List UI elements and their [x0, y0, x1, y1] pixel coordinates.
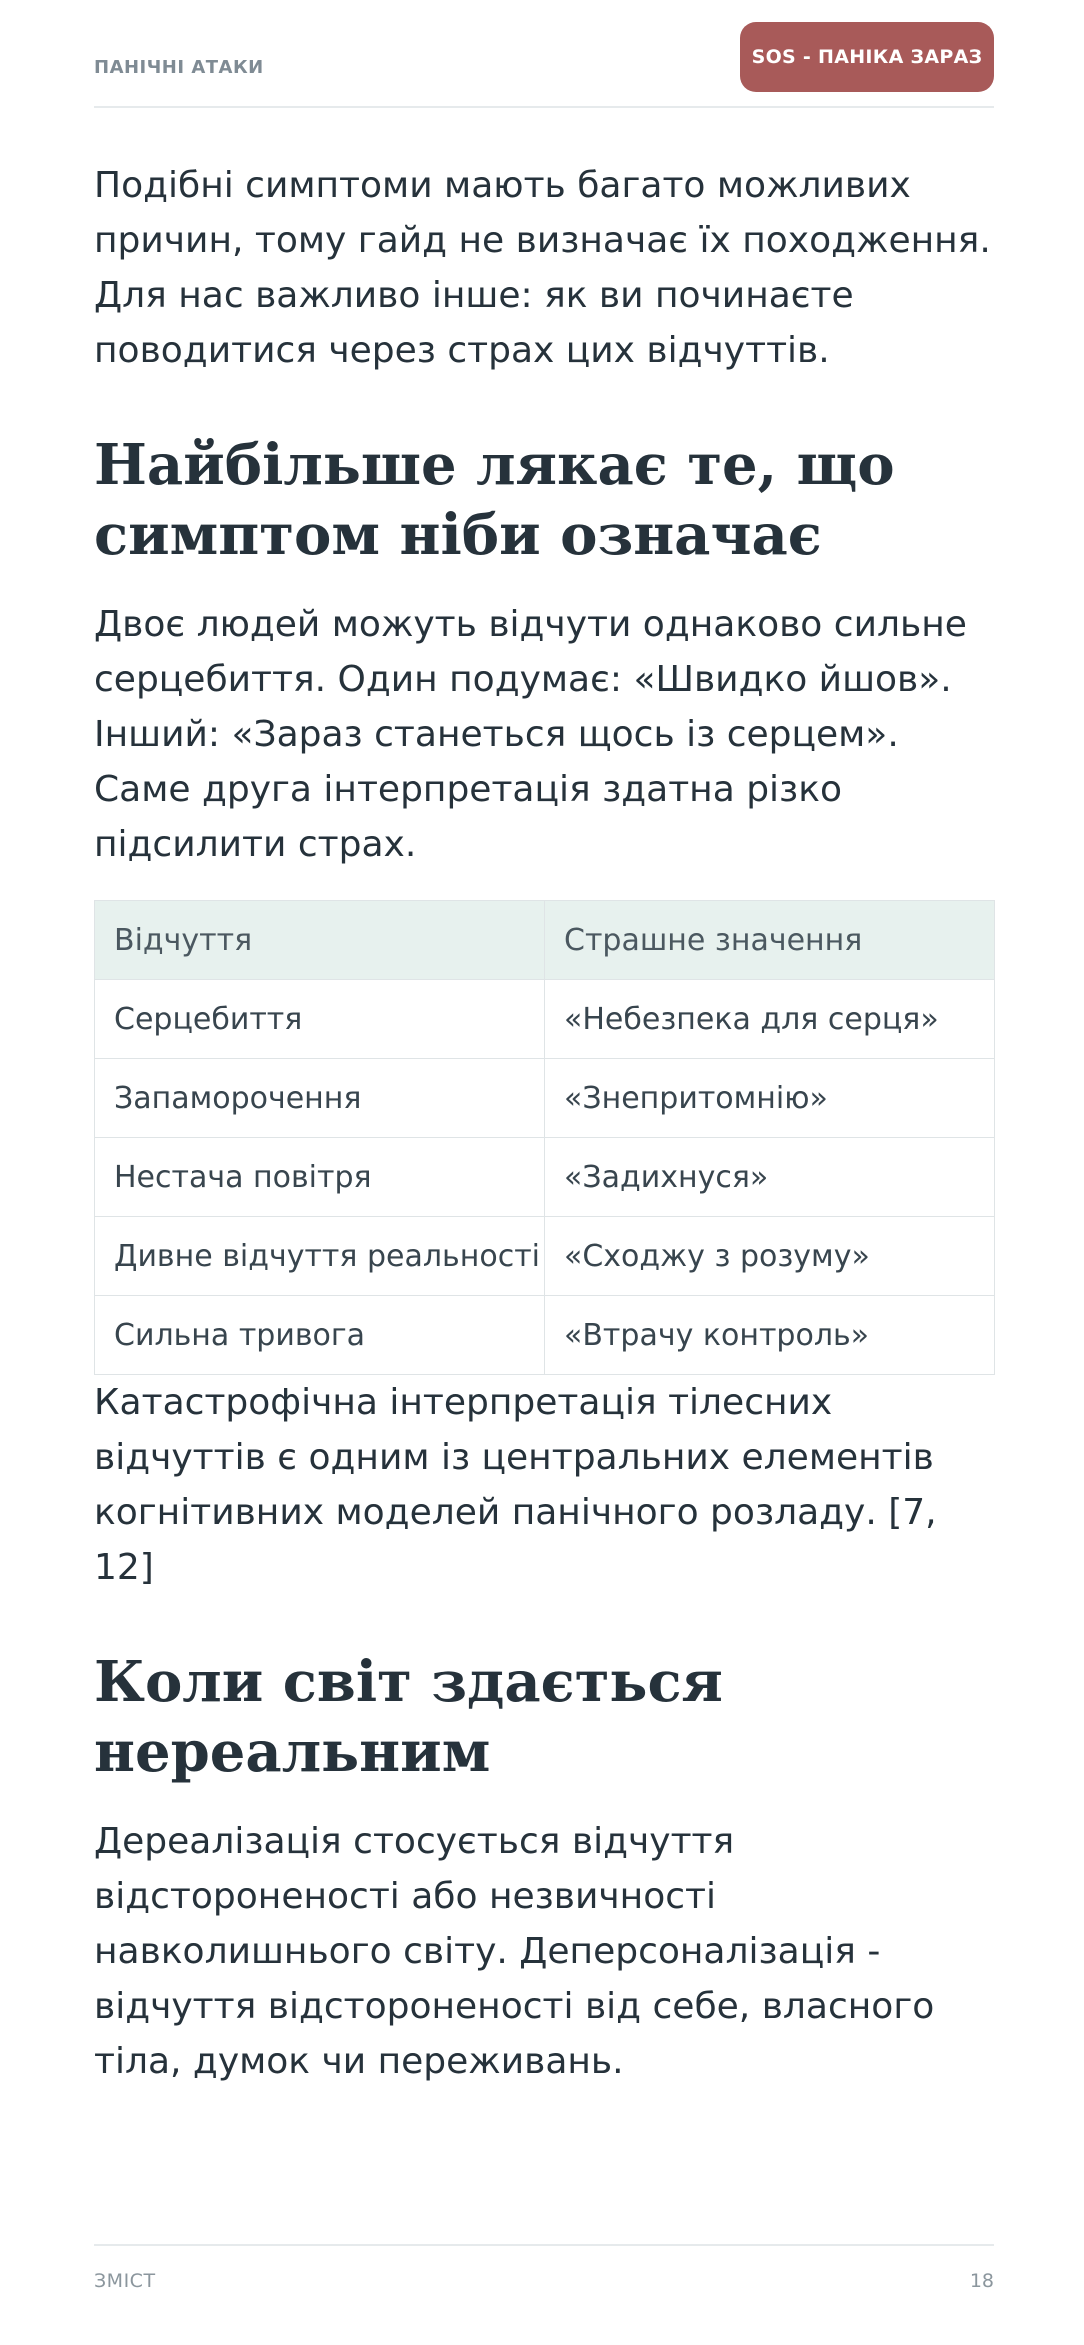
table-cell-meaning: «Знепритомнію»	[545, 1059, 995, 1138]
sos-panic-button[interactable]: SOS - ПАНІКА ЗАРАЗ	[740, 22, 994, 92]
table-cell-sensation: Сильна тривога	[95, 1296, 545, 1375]
table-of-contents-link[interactable]: ЗМІСТ	[94, 2270, 156, 2292]
table-row	[95, 980, 995, 1059]
intro-paragraph: Подібні симптоми мають багато можливих причин, тому гайд не визначає їх походження. Для нас важливо інше: як ви починаєте поводитися через страх цих відчуттів.	[94, 165, 991, 371]
table-header-sensation: Відчуття	[95, 901, 545, 980]
table-cell-meaning: «Небезпека для серця»	[545, 980, 995, 1059]
table-cell-sensation: Нестача повітря	[95, 1138, 545, 1217]
table-cell-meaning: «Сходжу з розуму»	[545, 1217, 995, 1296]
header	[94, 0, 994, 108]
table-header-row	[95, 901, 995, 980]
page	[94, 0, 994, 2345]
table-row	[95, 1296, 995, 1375]
sensations-table	[94, 900, 995, 1375]
table-cell-meaning: «Втрачу контроль»	[545, 1296, 995, 1375]
table-cell-sensation: Запаморочення	[95, 1059, 545, 1138]
section-title: ПАНІЧНІ АТАКИ	[94, 57, 264, 78]
derealization-paragraph: Дереалізація стосується відчуття відстороненості або незвичності навколишнього світу. Деперсоналізація - відчуття відстороненості від себе, власного тіла, думок чи переживань.	[94, 1821, 935, 2082]
table-row	[95, 1059, 995, 1138]
footer	[94, 2244, 994, 2326]
table-row	[95, 1217, 995, 1296]
catastrophic-interpretation-paragraph: Катастрофічна інтерпретація тілесних відчуттів є одним із центральних елементів когнітивних моделей панічного розладу. [7, 12]	[94, 1382, 937, 1588]
table-cell-meaning: «Задихнуся»	[545, 1138, 995, 1217]
section-heading-derealization: Коли світ здається нереальним	[94, 1649, 723, 1785]
table-row	[95, 1138, 995, 1217]
article-content	[94, 158, 994, 2089]
page-number: 18	[969, 2270, 994, 2292]
table-cell-sensation: Дивне відчуття реальності	[95, 1217, 545, 1296]
table-cell-sensation: Серцебиття	[95, 980, 545, 1059]
section-heading-symptom-meaning: Найбільше лякає те, що симптом ніби означає	[94, 432, 895, 568]
sensations-table-container	[94, 900, 994, 1375]
table-header-meaning: Страшне значення	[545, 901, 995, 980]
section-paragraph-interpretation: Двоє людей можуть відчути однаково сильне серцебиття. Один подумає: «Швидко йшов». Інший: «Зараз станеться щось із серцем». Саме друга інтерпретація здатна різко підсилити страх.	[94, 604, 967, 865]
